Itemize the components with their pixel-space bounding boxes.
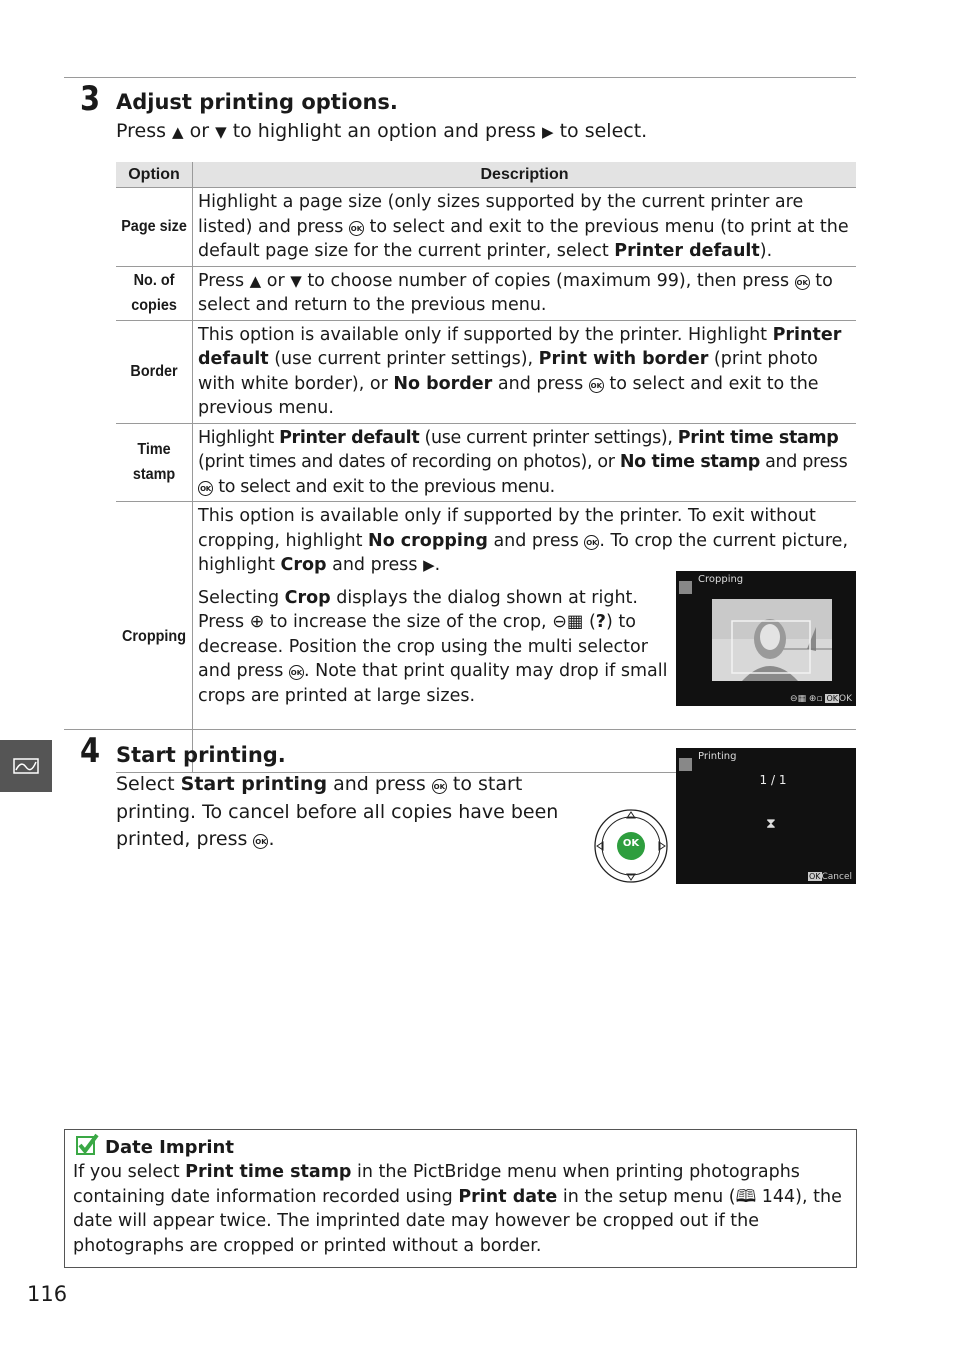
hourglass-icon: ⧗ xyxy=(766,816,776,832)
description-page-size: Highlight a page size (only sizes supported by the current printer are listed) and press OK to select and exit to the previous menu (to print at the default page size for the current printer, select Printer default). xyxy=(193,188,857,267)
table-header-row xyxy=(116,162,856,188)
right-arrow-icon: ▶ xyxy=(542,123,554,141)
printing-screen xyxy=(676,748,856,884)
retouch-wave-icon xyxy=(0,740,52,792)
down-arrow-icon: ▼ xyxy=(290,271,302,290)
step-4-rule xyxy=(64,729,856,730)
date-imprint-note xyxy=(64,1129,857,1268)
option-copies: No. of copies xyxy=(120,266,189,320)
ok-center-label: OK xyxy=(622,838,640,849)
description-cropping: This option is available only if supported by the printer. To exit without cropping, highlight No cropping and press OK . To crop the current picture, highlight Crop and press ▶. Selecting Crop displays the dialog shown at right. Press ⊕ to increase the size of the crop, ⊖▦ (?) to decrease. Position the crop using the multi selector and press OK . Note that print quality may drop if small crops are printed at large sizes. xyxy=(193,502,857,773)
table-row-border xyxy=(116,320,856,423)
up-arrow-icon: ▲ xyxy=(172,123,184,141)
up-arrow-icon: ▲ xyxy=(249,271,262,290)
option-time-stamp: Time stamp xyxy=(120,423,189,502)
step-3-title: Adjust printing options. xyxy=(116,90,398,114)
step-4-title: Start printing. xyxy=(116,743,286,767)
ok-button-icon: OK xyxy=(826,694,838,703)
header-description: Description xyxy=(193,162,857,188)
option-cropping: Cropping xyxy=(120,502,189,773)
option-page-size: Page size xyxy=(120,188,189,267)
ok-button-icon: OK xyxy=(349,221,364,236)
ok-button-icon: OK xyxy=(198,481,213,496)
cropping-screen-footer: ⊖▦ ⊕▫ OKOK xyxy=(790,694,852,704)
zoom-out-icon: ⊖▦ ⊕▫ xyxy=(790,694,826,704)
cropping-screen-title: Cropping xyxy=(698,574,744,585)
ok-button-icon: OK xyxy=(808,872,821,881)
print-count: 1 / 1 xyxy=(759,773,787,787)
table-row-copies xyxy=(116,266,856,320)
step-3-instruction: Press ▲ or ▼ to highlight an option and press ▶ to select. xyxy=(116,120,648,142)
description-time-stamp: Highlight Printer default (use current printer settings), Print time stamp (print times and dates of recording on photos), or No time stamp and press OK to select and exit to the previous menu. xyxy=(193,423,857,502)
note-title: Date Imprint xyxy=(105,1137,234,1158)
playback-tab xyxy=(0,740,52,792)
check-icon xyxy=(75,1133,99,1157)
print-tab-icon xyxy=(679,581,692,594)
ok-button-icon: OK xyxy=(289,665,304,680)
description-copies: Press ▲ or ▼ to choose number of copies (maximum 99), then press OK to select and return to the previous menu. xyxy=(193,266,857,320)
ok-button-icon: OK xyxy=(432,779,447,794)
step-4-line-3: printed, press OK. xyxy=(116,828,275,850)
table-row-time-stamp xyxy=(116,423,856,502)
step-4-number: 4 xyxy=(80,731,100,771)
ok-button-icon: OK xyxy=(589,378,604,393)
down-arrow-icon: ▼ xyxy=(215,123,227,141)
step-4-line-1: Select Start printing and press OK to start xyxy=(116,773,523,795)
right-arrow-icon: ▶ xyxy=(423,556,435,574)
description-border: This option is available only if supported by the printer. Highlight Printer default (use current printer settings), Print with border (print photo with white border), or No border and press OK to select and exit to the previous menu. xyxy=(193,320,857,423)
header-option: Option xyxy=(116,162,193,188)
step-3-number: 3 xyxy=(80,79,100,119)
table-row-page-size xyxy=(116,188,856,267)
cropping-screen xyxy=(676,571,856,706)
ok-button-icon: OK xyxy=(253,834,268,849)
book-icon: 🕮 xyxy=(735,1186,757,1207)
printing-screen-title: Printing xyxy=(698,751,737,762)
print-tab-icon xyxy=(679,758,692,771)
note-body: If you select Print time stamp in the PictBridge menu when printing photographs containing date information recorded using Print date in the setup menu (🕮 144), the date will appear twice. The imprinted date may however be cropped out if the photographs are cropped or printed without a border. xyxy=(73,1162,842,1256)
page-number: 116 xyxy=(27,1282,68,1306)
zoom-out-thumbnail-icon: ⊖▦ xyxy=(552,612,584,632)
step-4-line-2: printing. To cancel before all copies have been xyxy=(116,801,559,823)
ok-button-icon: OK xyxy=(795,275,810,290)
zoom-in-icon: ⊕ xyxy=(249,612,265,632)
ok-button-icon: OK xyxy=(584,535,599,550)
portrait-photo-icon xyxy=(712,599,832,681)
printing-screen-footer: OKCancel xyxy=(808,872,852,882)
cropping-detail-text: Selecting Crop displays the dialog shown at right. Press ⊕ to increase the size of the crop, ⊖▦ (?) to decrease. Position the crop using the multi selector and press OK . Note that print quality may drop if small crops are printed at large sizes. xyxy=(198,587,668,706)
option-border: Border xyxy=(120,320,189,423)
top-rule xyxy=(64,77,856,78)
